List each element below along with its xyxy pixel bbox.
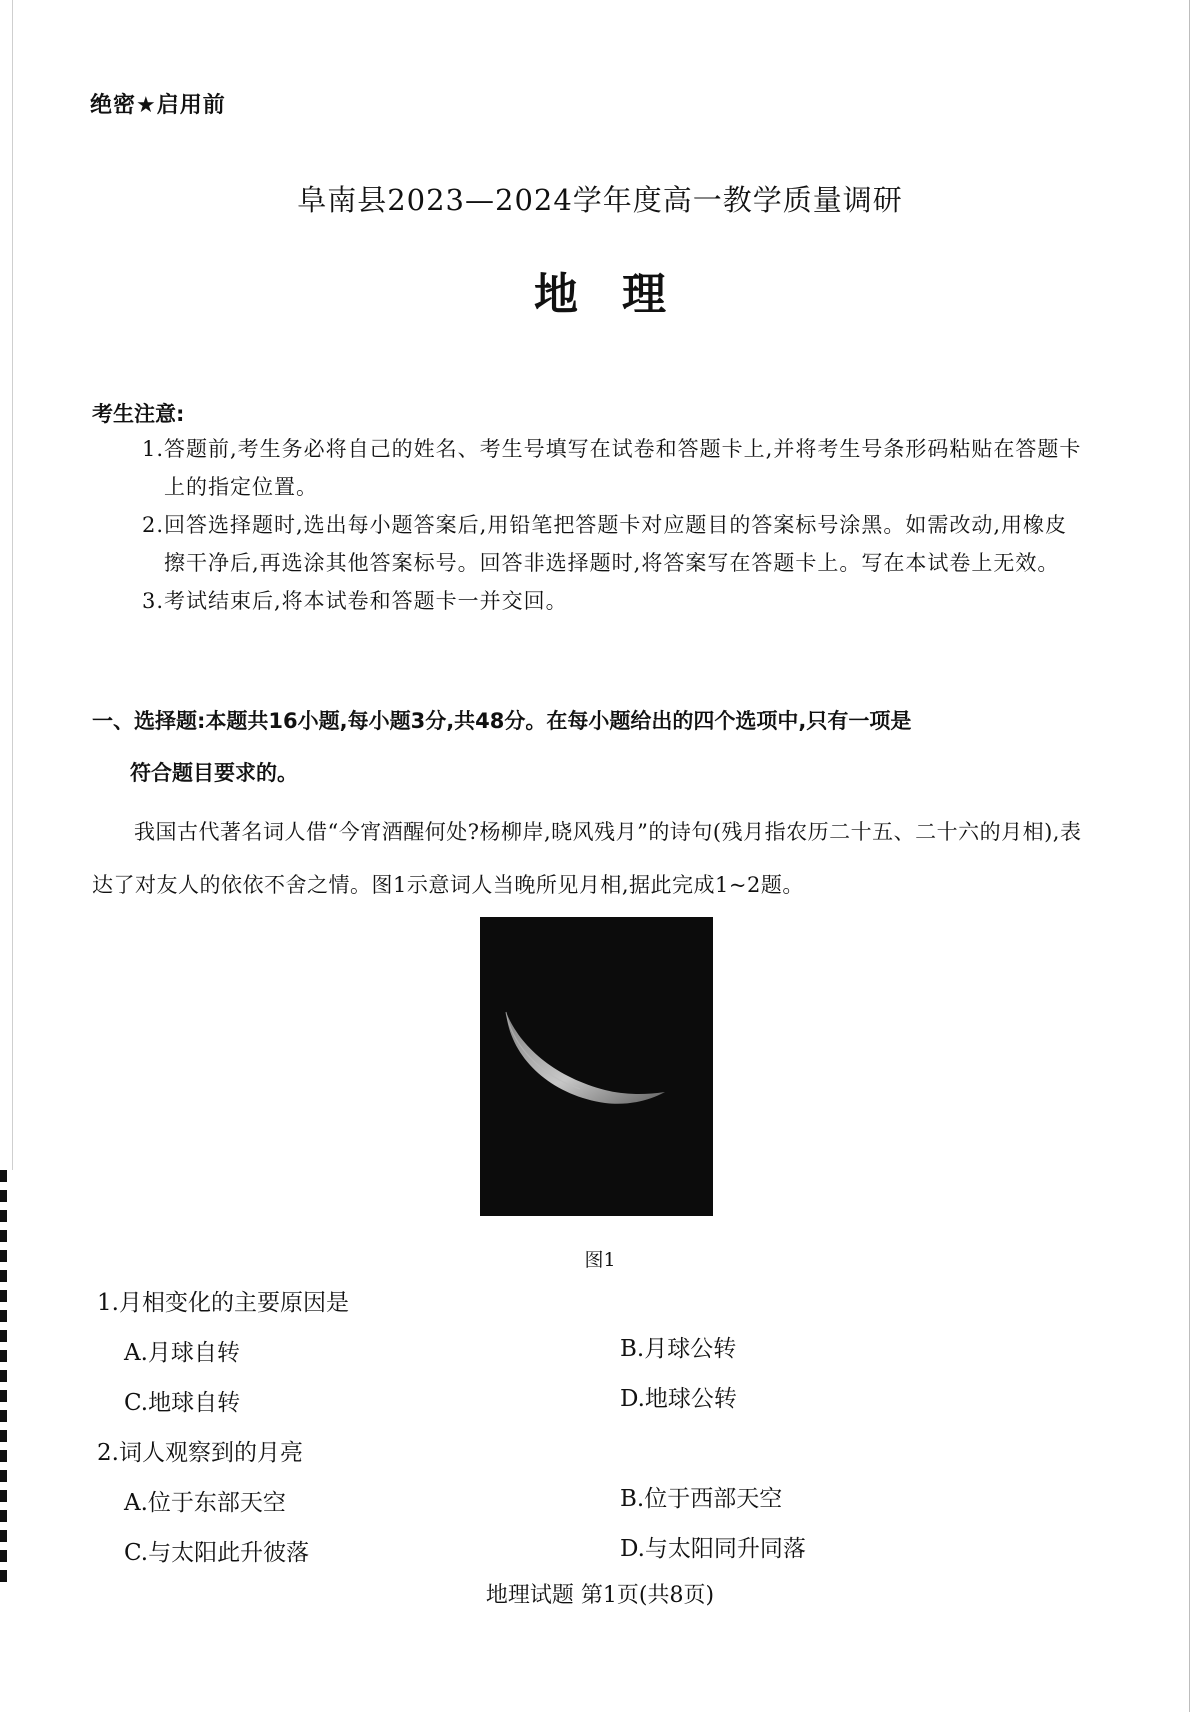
section-heading (92, 695, 1092, 799)
question-2-stem: 2.词人观察到的月亮 (97, 1440, 303, 1466)
moon-photo (480, 917, 713, 1216)
notice-item (142, 430, 1087, 506)
figure-caption: 图1 (584, 1249, 616, 1271)
question-2-option-d: D.与太阳同升同落 (620, 1536, 806, 1562)
notice-list (142, 430, 1087, 620)
question-1-option-c: C.地球自转 (124, 1390, 241, 1416)
notice-number: 2. (142, 513, 165, 537)
subject-title: 地理 (534, 269, 710, 320)
section-heading-line: 一、选择题:本题共16小题,每小题3分,共48分。在每小题给出的四个选项中,只有一项是 (92, 709, 912, 733)
notice-heading: 考生注意: (92, 402, 185, 426)
notice-text: 回答选择题时,选出每小题答案后,用铅笔把答题卡对应题目的答案标号涂黑。如需改动,用橡皮擦干净后,再选涂其他答案标号。回答非选择题时,将答案写在答题卡上。写在本试卷上无效。 (164, 513, 1068, 575)
confidential-label: 绝密★启用前 (90, 93, 226, 118)
question-2-option-a: A.位于东部天空 (124, 1490, 286, 1516)
question-1-option-b: B.月球公转 (620, 1336, 737, 1362)
scan-edge-line (1189, 0, 1190, 1712)
notice-number: 3. (142, 589, 165, 613)
question-2-option-c: C.与太阳此升彼落 (124, 1540, 310, 1566)
notice-number: 1. (142, 437, 165, 461)
question-1-option-d: D.地球公转 (620, 1386, 737, 1412)
section-heading-line: 符合题目要求的。 (130, 761, 298, 785)
notice-text: 答题前,考生务必将自己的姓名、考生号填写在试卷和答题卡上,并将考生号条形码粘贴在答题卡上的指定位置。 (164, 437, 1082, 499)
binding-marks (0, 1170, 7, 1590)
exam-title: 阜南县2023—2024学年度高一教学质量调研 (297, 183, 903, 217)
notice-item (142, 582, 1087, 620)
notice-text: 考试结束后,将本试卷和答题卡一并交回。 (164, 589, 568, 613)
page-footer: 地理试题 第1页(共8页) (485, 1583, 715, 1608)
question-1-option-a: A.月球自转 (124, 1340, 240, 1366)
crescent-moon-image (480, 917, 713, 1216)
question-2-option-b: B.位于西部天空 (620, 1486, 783, 1512)
scan-edge-line (12, 0, 13, 1170)
notice-item (142, 506, 1087, 582)
question-intro: 我国古代著名词人借“今宵酒醒何处?杨柳岸,晓风残月”的诗句(残月指农历二十五、二十六的月相),表达了对友人的依依不舍之情。图1示意词人当晚所见月相,据此完成1~2题。 (92, 820, 1082, 897)
question-1-stem: 1.月相变化的主要原因是 (97, 1290, 349, 1316)
